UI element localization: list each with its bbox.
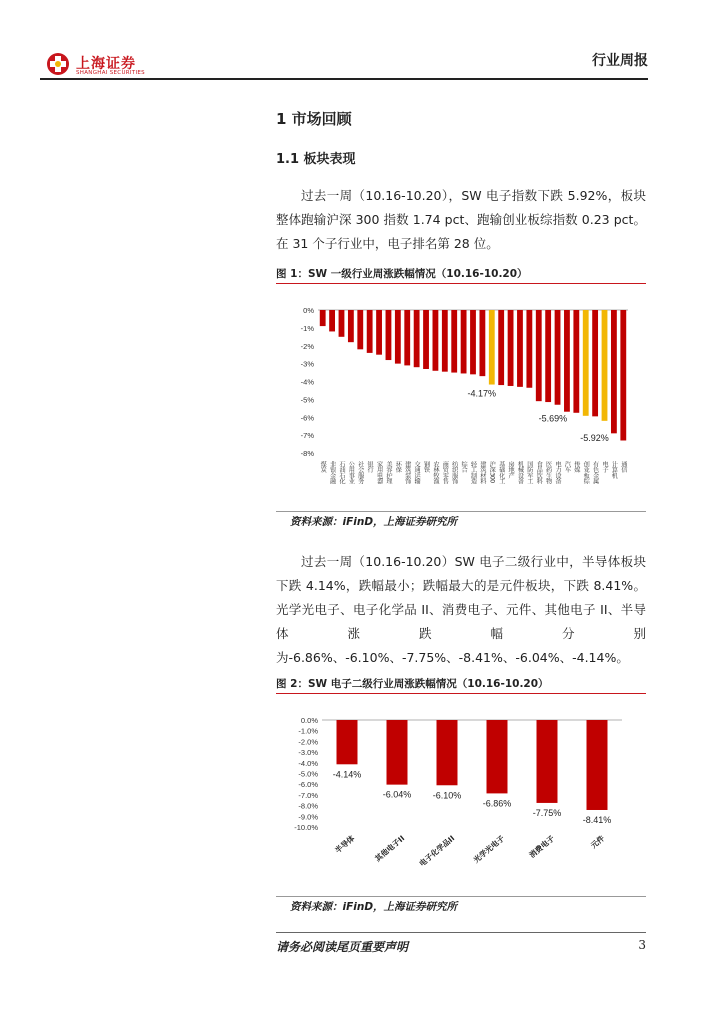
paragraph-2: 过去一周（10.16-10.20）SW 电子二级行业中，半导体板块下跌 4.14%，跌幅最小；跌幅最大的是元件板块，下跌 8.41%。光学光电子、电子化学品 II、消费电子、元件、其他电子 II、半导体涨跌幅分别为-6.86%、-6.10%、-7.75%、-8.41%、-6.04%、-4.14%。 xyxy=(276,554,646,665)
y-tick-label: -8% xyxy=(300,449,314,458)
y-tick-label: -1% xyxy=(300,323,314,333)
page-header xyxy=(40,48,648,78)
page-number: 3 xyxy=(638,938,646,952)
x-tick-label: 半导体 xyxy=(333,833,357,855)
x-tick-label: 钢铁 xyxy=(422,461,430,473)
bar xyxy=(461,310,467,373)
x-tick-label: 交通运输 xyxy=(413,461,421,484)
bar xyxy=(498,310,504,385)
figure-2-title: 图 2：SW 电子二级行业周涨跌幅情况（10.16-10.20） xyxy=(276,678,549,690)
data-label: -6.86% xyxy=(482,798,512,809)
bar xyxy=(414,310,420,367)
bar xyxy=(451,310,457,373)
x-tick-label: 石油石化 xyxy=(337,461,345,484)
data-label: -5.92% xyxy=(580,432,609,443)
bar xyxy=(404,310,410,365)
x-tick-label: 传媒 xyxy=(572,461,580,473)
bar xyxy=(479,310,485,376)
x-tick-label: 电力设备 xyxy=(554,461,562,484)
bar xyxy=(573,310,579,413)
y-tick-label: -4% xyxy=(300,377,314,387)
bar xyxy=(348,310,354,342)
bar xyxy=(526,310,532,388)
x-tick-label: 机械设备 xyxy=(516,461,524,484)
figure-2-source: 资料来源：iFinD，上海证券研究所 xyxy=(290,901,458,913)
x-tick-label: 家用电器 xyxy=(375,461,383,484)
figure-1-title-rule xyxy=(276,283,646,284)
brand-name-cn: 上海证券 xyxy=(76,56,136,72)
y-tick-label: -3% xyxy=(300,359,314,369)
x-tick-label: 基础化工 xyxy=(497,461,505,484)
brand-name-en: SHANGHAI SECURITIES xyxy=(76,70,145,76)
bar xyxy=(537,720,558,803)
x-tick-label: 综合 xyxy=(460,461,468,473)
x-tick-label: 公用事业 xyxy=(347,461,355,484)
x-tick-label: 纺织服饰 xyxy=(450,461,458,484)
data-label: -4.14% xyxy=(332,769,362,780)
y-tick-label: 0% xyxy=(303,306,314,315)
bar xyxy=(545,310,551,402)
y-tick-label: -2.0% xyxy=(298,737,318,747)
figure-2-title-rule xyxy=(276,693,646,694)
x-tick-label: 环保 xyxy=(394,461,402,473)
data-label: -6.10% xyxy=(432,790,462,801)
bar xyxy=(329,310,335,331)
brand-logo-icon xyxy=(46,52,70,76)
x-tick-label: 建筑装饰 xyxy=(403,461,411,484)
y-tick-label: -10.0% xyxy=(294,823,318,832)
bar xyxy=(437,720,458,785)
data-label: -4.17% xyxy=(467,388,497,399)
bar xyxy=(508,310,514,386)
report-type: 行业周报 xyxy=(592,53,648,69)
figure-1-source: 资料来源：iFinD，上海证券研究所 xyxy=(290,516,458,528)
x-tick-label: 医药生物 xyxy=(544,461,552,484)
x-tick-label: 元件 xyxy=(589,833,607,851)
bar xyxy=(602,310,608,421)
figure-2-chart xyxy=(276,704,646,892)
y-tick-label: -6% xyxy=(300,413,314,423)
bar xyxy=(583,310,589,416)
bar xyxy=(587,720,608,810)
x-tick-label: 房地产 xyxy=(507,461,515,479)
bar xyxy=(489,310,495,385)
bar xyxy=(395,310,401,364)
bar xyxy=(487,720,508,793)
y-tick-label: -4.0% xyxy=(298,758,318,768)
data-label: -7.75% xyxy=(532,807,562,818)
bar xyxy=(376,310,382,355)
header-divider xyxy=(40,78,648,80)
x-tick-label: 轻工制造 xyxy=(469,461,477,484)
y-tick-label: -3.0% xyxy=(298,748,318,758)
x-tick-label: 创业板综 xyxy=(582,461,590,484)
y-tick-label: -7% xyxy=(300,431,314,441)
bar xyxy=(536,310,542,401)
x-tick-label: 汽车 xyxy=(563,461,571,473)
y-tick-label: -5.0% xyxy=(298,769,318,779)
x-tick-label: 沪深300 xyxy=(488,461,496,483)
subsection-heading: 1.1 板块表现 xyxy=(276,152,356,167)
bar xyxy=(592,310,598,416)
bar xyxy=(367,310,373,353)
bar xyxy=(611,310,617,433)
section-heading: 1 市场回顾 xyxy=(276,110,352,128)
y-tick-label: -5% xyxy=(300,395,314,405)
bar xyxy=(357,310,363,349)
x-tick-label: 国防军工 xyxy=(525,461,533,484)
y-tick-label: -2% xyxy=(300,341,314,351)
footer-divider xyxy=(276,932,646,933)
x-tick-label: 建筑材料 xyxy=(478,461,486,484)
bar xyxy=(339,310,345,337)
bar xyxy=(555,310,561,405)
x-tick-label: 有色金属 xyxy=(591,461,599,484)
data-label: -5.69% xyxy=(538,413,568,424)
bar xyxy=(387,720,408,785)
y-tick-label: -9.0% xyxy=(298,812,318,822)
bar xyxy=(470,310,476,374)
x-tick-label: 其他电子II xyxy=(373,833,407,864)
brand-logo xyxy=(46,52,216,80)
x-tick-label: 消费电子 xyxy=(527,833,557,860)
bar xyxy=(386,310,392,360)
y-tick-label: -6.0% xyxy=(298,780,318,790)
figure-1-title: 图 1：SW 一级行业周涨跌幅情况（10.16-10.20） xyxy=(276,268,528,280)
bar xyxy=(442,310,448,372)
x-tick-label: 光学光电子 xyxy=(471,833,507,865)
x-tick-label: 美容护理 xyxy=(384,461,392,484)
footer-disclaimer: 请务必阅读尾页重要声明 xyxy=(276,940,409,954)
bar xyxy=(517,310,523,387)
data-label: -6.04% xyxy=(382,789,412,800)
x-tick-label: 食品饮料 xyxy=(535,461,543,484)
bar xyxy=(320,310,326,326)
x-tick-label: 计算机 xyxy=(610,461,618,479)
x-tick-label: 农林牧渔 xyxy=(431,461,439,484)
y-tick-label: 0.0% xyxy=(300,716,318,725)
figure-2-source-rule xyxy=(276,896,646,897)
bar xyxy=(564,310,570,412)
x-tick-label: 电子 xyxy=(601,461,609,473)
bar xyxy=(337,720,358,764)
bar xyxy=(423,310,429,369)
x-tick-label: 社会服务 xyxy=(356,461,364,484)
x-tick-label: 煤炭 xyxy=(319,461,327,473)
figure-1-chart xyxy=(276,292,646,510)
bar xyxy=(620,310,626,440)
data-label: -8.41% xyxy=(582,814,612,825)
paragraph-1: 过去一周（10.16-10.20），SW 电子指数下跌 5.92%，板块整体跑输沪深 300 指数 1.74 pct、跑输创业板综指数 0.23 pct。在 31 个子行业中，电子排名第 28 位。 xyxy=(276,188,646,251)
y-tick-label: -7.0% xyxy=(298,790,318,800)
x-tick-label: 非银金融 xyxy=(328,461,336,484)
x-tick-label: 银行 xyxy=(366,461,374,473)
y-tick-label: -1.0% xyxy=(298,726,318,736)
x-tick-label: 电子化学品II xyxy=(417,833,457,869)
x-tick-label: 通信 xyxy=(619,461,627,473)
bar xyxy=(433,310,439,371)
figure-1-source-rule xyxy=(276,511,646,512)
y-tick-label: -8.0% xyxy=(298,801,318,811)
x-tick-label: 商贸零售 xyxy=(441,461,449,484)
